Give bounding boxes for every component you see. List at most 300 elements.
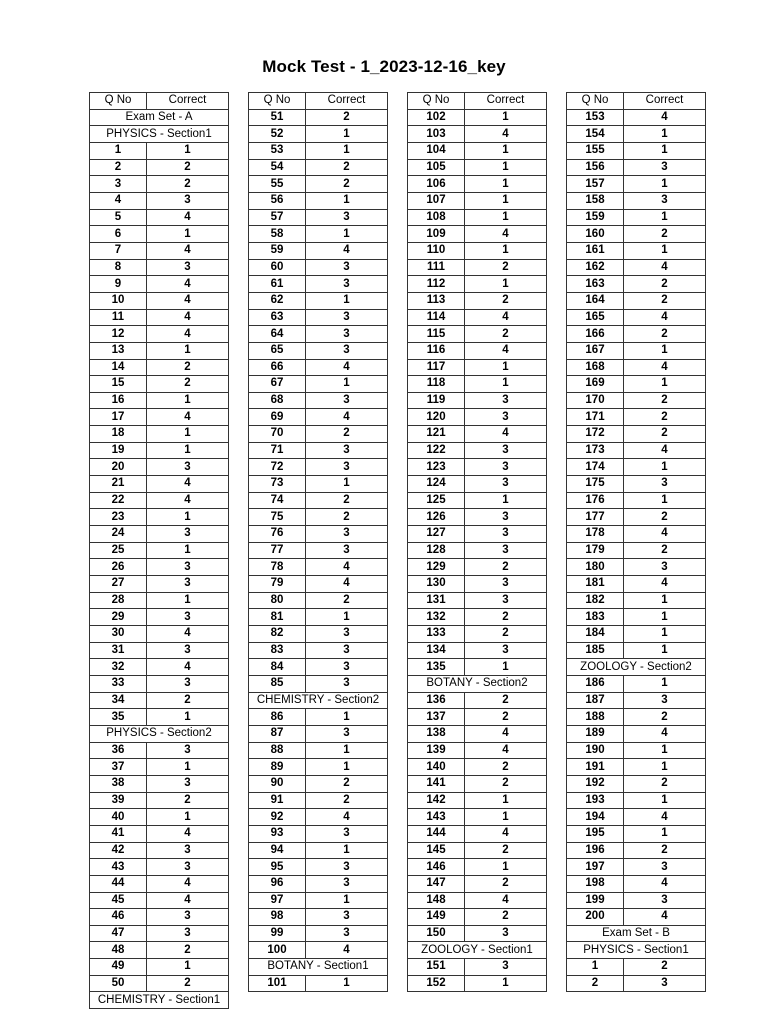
table-row bbox=[249, 975, 388, 992]
table-row bbox=[408, 309, 547, 326]
correct-answer: 2 bbox=[465, 692, 547, 709]
question-number: 175 bbox=[567, 476, 624, 493]
table-row bbox=[90, 675, 229, 692]
correct-answer: 2 bbox=[624, 509, 706, 526]
table-row bbox=[249, 442, 388, 459]
question-number: 53 bbox=[249, 142, 306, 159]
question-number: 116 bbox=[408, 342, 465, 359]
correct-answer: 2 bbox=[306, 775, 388, 792]
table-row bbox=[249, 292, 388, 309]
question-number: 66 bbox=[249, 359, 306, 376]
table-row bbox=[408, 226, 547, 243]
table-row bbox=[408, 392, 547, 409]
question-number: 184 bbox=[567, 626, 624, 643]
table-row bbox=[408, 476, 547, 493]
question-number: 15 bbox=[90, 376, 147, 393]
question-number: 143 bbox=[408, 809, 465, 826]
table-row bbox=[90, 642, 229, 659]
question-number: 80 bbox=[249, 592, 306, 609]
table-row bbox=[249, 759, 388, 776]
question-number: 18 bbox=[90, 426, 147, 443]
table-row bbox=[249, 626, 388, 643]
table-row bbox=[90, 959, 229, 976]
question-number: 44 bbox=[90, 875, 147, 892]
question-number: 189 bbox=[567, 725, 624, 742]
page-title: Mock Test - 1_2023-12-16_key bbox=[262, 57, 506, 76]
answer-table-column-4 bbox=[566, 92, 706, 992]
correct-answer: 2 bbox=[465, 875, 547, 892]
question-number: 90 bbox=[249, 775, 306, 792]
correct-answer: 4 bbox=[465, 309, 547, 326]
question-number: 167 bbox=[567, 342, 624, 359]
table-row bbox=[567, 675, 706, 692]
correct-answer: 3 bbox=[624, 859, 706, 876]
table-row bbox=[249, 809, 388, 826]
answer-table-column-1 bbox=[89, 92, 229, 1009]
correct-answer: 4 bbox=[624, 309, 706, 326]
correct-answer: 3 bbox=[465, 442, 547, 459]
correct-answer: 1 bbox=[465, 209, 547, 226]
table-row bbox=[408, 692, 547, 709]
section-row bbox=[249, 692, 388, 709]
header-q-no: Q No bbox=[249, 93, 306, 110]
question-number: 28 bbox=[90, 592, 147, 609]
correct-answer: 2 bbox=[465, 842, 547, 859]
correct-answer: 3 bbox=[624, 975, 706, 992]
table-row bbox=[567, 842, 706, 859]
question-number: 81 bbox=[249, 609, 306, 626]
question-number: 198 bbox=[567, 875, 624, 892]
section-row bbox=[90, 109, 229, 126]
question-number: 85 bbox=[249, 675, 306, 692]
question-number: 139 bbox=[408, 742, 465, 759]
table-row bbox=[567, 775, 706, 792]
correct-answer: 3 bbox=[147, 742, 229, 759]
question-number: 193 bbox=[567, 792, 624, 809]
table-row bbox=[249, 725, 388, 742]
table-row bbox=[90, 376, 229, 393]
table-row bbox=[249, 892, 388, 909]
question-number: 121 bbox=[408, 426, 465, 443]
correct-answer: 1 bbox=[624, 176, 706, 193]
table-row bbox=[249, 742, 388, 759]
correct-answer: 3 bbox=[465, 959, 547, 976]
table-row bbox=[408, 859, 547, 876]
correct-answer: 3 bbox=[306, 326, 388, 343]
header-q-no: Q No bbox=[408, 93, 465, 110]
correct-answer: 3 bbox=[306, 526, 388, 543]
question-number: 72 bbox=[249, 459, 306, 476]
question-number: 151 bbox=[408, 959, 465, 976]
table-row bbox=[90, 792, 229, 809]
correct-answer: 3 bbox=[147, 259, 229, 276]
correct-answer: 1 bbox=[624, 642, 706, 659]
correct-answer: 3 bbox=[624, 476, 706, 493]
table-row bbox=[249, 176, 388, 193]
question-number: 137 bbox=[408, 709, 465, 726]
table-row bbox=[567, 276, 706, 293]
question-number: 152 bbox=[408, 975, 465, 992]
question-number: 32 bbox=[90, 659, 147, 676]
table-row bbox=[408, 426, 547, 443]
header-correct: Correct bbox=[306, 93, 388, 110]
table-row bbox=[567, 626, 706, 643]
question-number: 50 bbox=[90, 975, 147, 992]
table-row bbox=[90, 925, 229, 942]
correct-answer: 3 bbox=[465, 526, 547, 543]
correct-answer: 2 bbox=[147, 176, 229, 193]
question-number: 200 bbox=[567, 909, 624, 926]
correct-answer: 1 bbox=[465, 159, 547, 176]
correct-answer: 3 bbox=[147, 559, 229, 576]
question-number: 144 bbox=[408, 825, 465, 842]
table-row bbox=[567, 709, 706, 726]
question-number: 173 bbox=[567, 442, 624, 459]
correct-answer: 1 bbox=[147, 709, 229, 726]
table-row bbox=[567, 259, 706, 276]
section-label: PHYSICS - Section1 bbox=[90, 126, 229, 143]
question-number: 132 bbox=[408, 609, 465, 626]
question-number: 86 bbox=[249, 709, 306, 726]
question-number: 119 bbox=[408, 392, 465, 409]
table-row bbox=[567, 509, 706, 526]
table-row bbox=[249, 875, 388, 892]
question-number: 162 bbox=[567, 259, 624, 276]
correct-answer: 3 bbox=[306, 209, 388, 226]
question-number: 77 bbox=[249, 542, 306, 559]
question-number: 125 bbox=[408, 492, 465, 509]
correct-answer: 2 bbox=[147, 159, 229, 176]
question-number: 156 bbox=[567, 159, 624, 176]
correct-answer: 3 bbox=[465, 476, 547, 493]
correct-answer: 4 bbox=[465, 342, 547, 359]
correct-answer: 1 bbox=[624, 675, 706, 692]
header-correct: Correct bbox=[465, 93, 547, 110]
question-number: 63 bbox=[249, 309, 306, 326]
correct-answer: 2 bbox=[147, 792, 229, 809]
section-row bbox=[567, 925, 706, 942]
correct-answer: 1 bbox=[306, 892, 388, 909]
correct-answer: 1 bbox=[465, 176, 547, 193]
question-number: 135 bbox=[408, 659, 465, 676]
correct-answer: 1 bbox=[624, 142, 706, 159]
table-row bbox=[567, 326, 706, 343]
table-row bbox=[567, 492, 706, 509]
correct-answer: 3 bbox=[147, 576, 229, 593]
section-label: Exam Set - B bbox=[567, 925, 706, 942]
table-row bbox=[408, 725, 547, 742]
table-row bbox=[408, 126, 547, 143]
table-row bbox=[567, 392, 706, 409]
correct-answer: 4 bbox=[147, 409, 229, 426]
question-number: 74 bbox=[249, 492, 306, 509]
question-number: 176 bbox=[567, 492, 624, 509]
correct-answer: 2 bbox=[147, 359, 229, 376]
table-row bbox=[408, 892, 547, 909]
table-row bbox=[90, 842, 229, 859]
question-number: 140 bbox=[408, 759, 465, 776]
question-number: 190 bbox=[567, 742, 624, 759]
correct-answer: 2 bbox=[624, 426, 706, 443]
question-number: 192 bbox=[567, 775, 624, 792]
question-number: 31 bbox=[90, 642, 147, 659]
correct-answer: 4 bbox=[147, 492, 229, 509]
table-row bbox=[408, 742, 547, 759]
answer-table-column-3 bbox=[407, 92, 547, 992]
question-number: 98 bbox=[249, 909, 306, 926]
question-number: 14 bbox=[90, 359, 147, 376]
table-row bbox=[408, 792, 547, 809]
correct-answer: 3 bbox=[306, 459, 388, 476]
question-number: 24 bbox=[90, 526, 147, 543]
correct-answer: 4 bbox=[465, 825, 547, 842]
question-number: 146 bbox=[408, 859, 465, 876]
table-row bbox=[249, 342, 388, 359]
table-row bbox=[249, 309, 388, 326]
table-row bbox=[249, 492, 388, 509]
question-number: 118 bbox=[408, 376, 465, 393]
table-row bbox=[249, 592, 388, 609]
correct-answer: 1 bbox=[465, 659, 547, 676]
table-row bbox=[90, 326, 229, 343]
correct-answer: 2 bbox=[306, 509, 388, 526]
question-number: 29 bbox=[90, 609, 147, 626]
question-number: 95 bbox=[249, 859, 306, 876]
table-row bbox=[249, 559, 388, 576]
question-number: 64 bbox=[249, 326, 306, 343]
table-row bbox=[567, 725, 706, 742]
question-number: 183 bbox=[567, 609, 624, 626]
question-number: 105 bbox=[408, 159, 465, 176]
question-number: 164 bbox=[567, 292, 624, 309]
correct-answer: 1 bbox=[465, 492, 547, 509]
table-row bbox=[249, 792, 388, 809]
question-number: 127 bbox=[408, 526, 465, 543]
correct-answer: 1 bbox=[147, 142, 229, 159]
question-number: 58 bbox=[249, 226, 306, 243]
correct-answer: 2 bbox=[624, 226, 706, 243]
table-row bbox=[90, 526, 229, 543]
question-number: 196 bbox=[567, 842, 624, 859]
correct-answer: 3 bbox=[306, 626, 388, 643]
correct-answer: 1 bbox=[147, 342, 229, 359]
question-number: 101 bbox=[249, 975, 306, 992]
correct-answer: 4 bbox=[147, 242, 229, 259]
question-number: 7 bbox=[90, 242, 147, 259]
correct-answer: 3 bbox=[624, 192, 706, 209]
question-number: 181 bbox=[567, 576, 624, 593]
question-number: 3 bbox=[90, 176, 147, 193]
section-label: CHEMISTRY - Section1 bbox=[90, 992, 229, 1009]
question-number: 34 bbox=[90, 692, 147, 709]
table-row bbox=[567, 825, 706, 842]
table-row bbox=[90, 459, 229, 476]
table-row bbox=[408, 759, 547, 776]
question-number: 21 bbox=[90, 476, 147, 493]
correct-answer: 2 bbox=[147, 975, 229, 992]
correct-answer: 2 bbox=[624, 959, 706, 976]
correct-answer: 3 bbox=[306, 642, 388, 659]
question-number: 117 bbox=[408, 359, 465, 376]
correct-answer: 3 bbox=[147, 675, 229, 692]
table-row bbox=[408, 492, 547, 509]
question-number: 11 bbox=[90, 309, 147, 326]
correct-answer: 1 bbox=[306, 842, 388, 859]
table-row bbox=[408, 409, 547, 426]
question-number: 171 bbox=[567, 409, 624, 426]
question-number: 67 bbox=[249, 376, 306, 393]
question-number: 79 bbox=[249, 576, 306, 593]
question-number: 96 bbox=[249, 875, 306, 892]
correct-answer: 3 bbox=[306, 309, 388, 326]
table-row bbox=[90, 825, 229, 842]
section-row bbox=[90, 126, 229, 143]
correct-answer: 2 bbox=[465, 909, 547, 926]
question-number: 141 bbox=[408, 775, 465, 792]
correct-answer: 1 bbox=[306, 975, 388, 992]
correct-answer: 4 bbox=[306, 359, 388, 376]
table-row bbox=[567, 692, 706, 709]
table-row bbox=[567, 126, 706, 143]
correct-answer: 4 bbox=[624, 725, 706, 742]
correct-answer: 3 bbox=[465, 392, 547, 409]
table-header-row bbox=[249, 93, 388, 110]
correct-answer: 1 bbox=[306, 292, 388, 309]
table-row bbox=[249, 459, 388, 476]
table-row bbox=[408, 176, 547, 193]
table-row bbox=[567, 192, 706, 209]
table-row bbox=[249, 576, 388, 593]
table-row bbox=[249, 675, 388, 692]
question-number: 122 bbox=[408, 442, 465, 459]
correct-answer: 3 bbox=[147, 775, 229, 792]
correct-answer: 4 bbox=[147, 825, 229, 842]
question-number: 71 bbox=[249, 442, 306, 459]
question-number: 38 bbox=[90, 775, 147, 792]
table-row bbox=[408, 159, 547, 176]
table-row bbox=[408, 842, 547, 859]
question-number: 42 bbox=[90, 842, 147, 859]
correct-answer: 4 bbox=[306, 409, 388, 426]
correct-answer: 3 bbox=[147, 925, 229, 942]
question-number: 170 bbox=[567, 392, 624, 409]
question-number: 91 bbox=[249, 792, 306, 809]
correct-answer: 3 bbox=[465, 642, 547, 659]
question-number: 30 bbox=[90, 626, 147, 643]
question-number: 103 bbox=[408, 126, 465, 143]
table-row bbox=[249, 109, 388, 126]
question-number: 8 bbox=[90, 259, 147, 276]
question-number: 12 bbox=[90, 326, 147, 343]
header-q-no: Q No bbox=[90, 93, 147, 110]
question-number: 107 bbox=[408, 192, 465, 209]
table-row bbox=[90, 409, 229, 426]
table-row bbox=[408, 659, 547, 676]
question-number: 2 bbox=[567, 975, 624, 992]
table-row bbox=[90, 809, 229, 826]
correct-answer: 1 bbox=[147, 426, 229, 443]
correct-answer: 2 bbox=[465, 326, 547, 343]
section-row bbox=[408, 942, 547, 959]
question-number: 100 bbox=[249, 942, 306, 959]
correct-answer: 1 bbox=[624, 342, 706, 359]
correct-answer: 2 bbox=[306, 176, 388, 193]
question-number: 97 bbox=[249, 892, 306, 909]
correct-answer: 3 bbox=[147, 859, 229, 876]
table-row bbox=[408, 559, 547, 576]
correct-answer: 4 bbox=[306, 242, 388, 259]
question-number: 128 bbox=[408, 542, 465, 559]
table-row bbox=[249, 242, 388, 259]
table-row bbox=[408, 809, 547, 826]
question-number: 49 bbox=[90, 959, 147, 976]
correct-answer: 4 bbox=[624, 109, 706, 126]
correct-answer: 2 bbox=[465, 609, 547, 626]
correct-answer: 2 bbox=[624, 292, 706, 309]
table-row bbox=[90, 659, 229, 676]
question-number: 120 bbox=[408, 409, 465, 426]
table-row bbox=[408, 276, 547, 293]
table-row bbox=[567, 792, 706, 809]
correct-answer: 1 bbox=[624, 825, 706, 842]
table-row bbox=[249, 192, 388, 209]
correct-answer: 4 bbox=[624, 526, 706, 543]
table-row bbox=[408, 242, 547, 259]
correct-answer: 1 bbox=[147, 959, 229, 976]
question-number: 92 bbox=[249, 809, 306, 826]
table-row bbox=[408, 775, 547, 792]
table-row bbox=[408, 542, 547, 559]
table-row bbox=[90, 942, 229, 959]
correct-answer: 4 bbox=[147, 276, 229, 293]
correct-answer: 3 bbox=[465, 542, 547, 559]
question-number: 180 bbox=[567, 559, 624, 576]
correct-answer: 2 bbox=[624, 392, 706, 409]
correct-answer: 3 bbox=[306, 875, 388, 892]
question-number: 185 bbox=[567, 642, 624, 659]
table-row bbox=[90, 709, 229, 726]
question-number: 182 bbox=[567, 592, 624, 609]
question-number: 186 bbox=[567, 675, 624, 692]
correct-answer: 4 bbox=[147, 476, 229, 493]
question-number: 169 bbox=[567, 376, 624, 393]
table-row bbox=[567, 742, 706, 759]
table-row bbox=[408, 609, 547, 626]
question-number: 148 bbox=[408, 892, 465, 909]
table-row bbox=[90, 775, 229, 792]
answer-key-table bbox=[407, 92, 547, 992]
table-row bbox=[90, 542, 229, 559]
correct-answer: 3 bbox=[465, 925, 547, 942]
correct-answer: 3 bbox=[147, 526, 229, 543]
question-number: 43 bbox=[90, 859, 147, 876]
question-number: 35 bbox=[90, 709, 147, 726]
correct-answer: 1 bbox=[624, 609, 706, 626]
question-number: 5 bbox=[90, 209, 147, 226]
question-number: 102 bbox=[408, 109, 465, 126]
table-row bbox=[249, 925, 388, 942]
correct-answer: 3 bbox=[306, 542, 388, 559]
table-row bbox=[408, 875, 547, 892]
question-number: 2 bbox=[90, 159, 147, 176]
question-number: 10 bbox=[90, 292, 147, 309]
question-number: 1 bbox=[90, 142, 147, 159]
table-row bbox=[90, 209, 229, 226]
question-number: 55 bbox=[249, 176, 306, 193]
correct-answer: 4 bbox=[465, 426, 547, 443]
table-row bbox=[90, 576, 229, 593]
question-number: 174 bbox=[567, 459, 624, 476]
